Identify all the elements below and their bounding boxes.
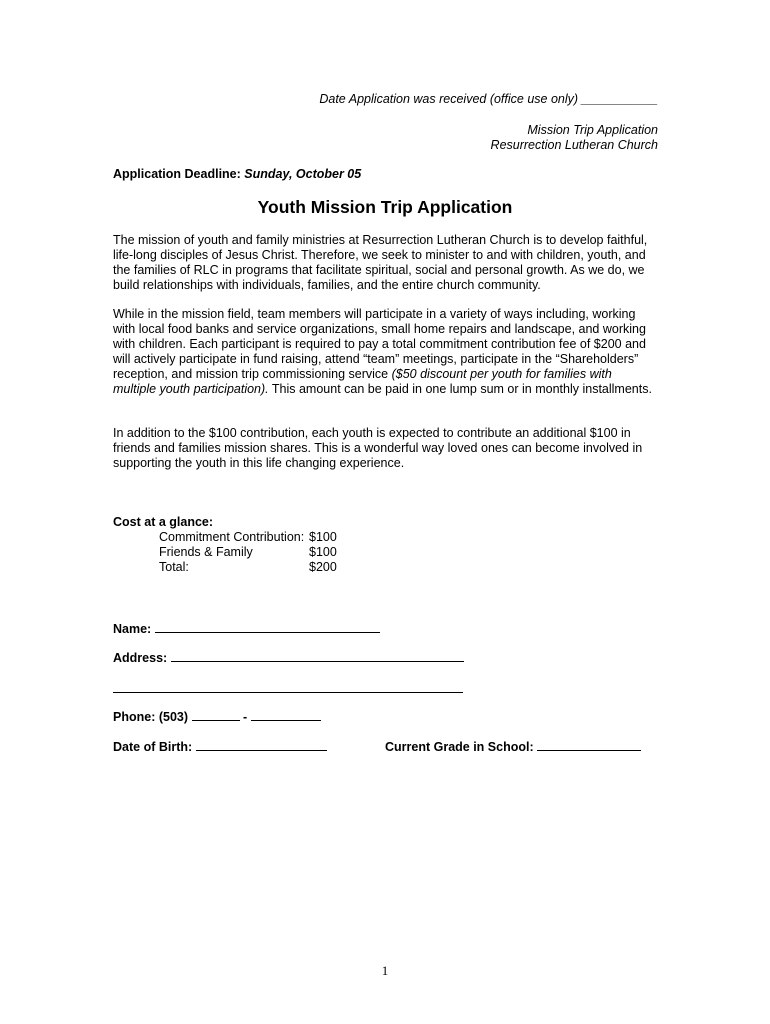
dob-input-line[interactable] (196, 738, 327, 751)
deadline-value: Sunday, October 05 (244, 167, 362, 181)
cost-amount: $100 (309, 530, 337, 544)
address-input-line-2[interactable] (113, 692, 463, 693)
phone-field (113, 708, 321, 724)
discount-note: ($50 discount per youth for families with multiple youth participation). (113, 366, 612, 396)
form-name: Mission Trip Application (527, 123, 658, 137)
mission-field-paragraph (113, 307, 658, 396)
phone-label: Phone: (503) (113, 710, 189, 724)
church-name: Resurrection Lutheran Church (490, 138, 658, 152)
page-number: 1 (381, 963, 389, 978)
grade-label: Current Grade in School: (385, 740, 534, 754)
paragraph-text: This amount can be paid in one lump sum or in monthly installments. (268, 381, 652, 396)
grade-input-line[interactable] (537, 738, 641, 751)
name-input-line[interactable] (155, 620, 380, 633)
phone-prefix-input-line[interactable] (192, 708, 240, 721)
cost-amount: $200 (309, 560, 337, 574)
application-deadline (113, 167, 361, 181)
cost-amount: $100 (309, 545, 337, 559)
address-label: Address: (113, 651, 168, 665)
address-field (113, 649, 464, 665)
phone-separator: - (242, 710, 248, 724)
paragraph-text: While in the mission field, team members will participate in a variety of ways including, working with local food banks and service organizations, small home repairs and landscape, and working with children. Each participant is required to pay a total commitment contribution fee of $200 and will actively participate in fund raising, attend “team” meetings, participate in the “Shareholders” reception, and mission trip commissioning service (113, 307, 646, 381)
page-title: Youth Mission Trip Application (257, 197, 513, 217)
grade-field (385, 738, 641, 754)
name-label: Name: (113, 622, 152, 636)
contribution-paragraph: In addition to the $100 contribution, each youth is expected to contribute an additional $100 in friends and families mission shares. This is a wonderful way loved ones can become involved in supporting the youth in this life changing experience. (113, 426, 643, 470)
cost-label: Total: (159, 560, 189, 574)
mission-paragraph: The mission of youth and family ministries at Resurrection Lutheran Church is to develop faithful, life-long disciples of Jesus Christ. Therefore, we seek to minister to and with children, youth, and the families of RLC in programs that facilitate spiritual, social and personal growth. As we do, we build relationships with individuals, families, and the entire church community. (113, 233, 648, 292)
phone-number-input-line[interactable] (251, 708, 321, 721)
cost-label: Friends & Family (159, 545, 253, 559)
address-input-line[interactable] (171, 649, 464, 662)
name-field (113, 620, 380, 636)
office-use-line: Date Application was received (office use only) ___________ (319, 92, 658, 106)
cost-title: Cost at a glance: (113, 515, 214, 529)
cost-label: Commitment Contribution: (159, 530, 305, 544)
deadline-label: Application Deadline: (113, 167, 241, 181)
dob-label: Date of Birth: (113, 740, 193, 754)
dob-field (113, 738, 327, 754)
